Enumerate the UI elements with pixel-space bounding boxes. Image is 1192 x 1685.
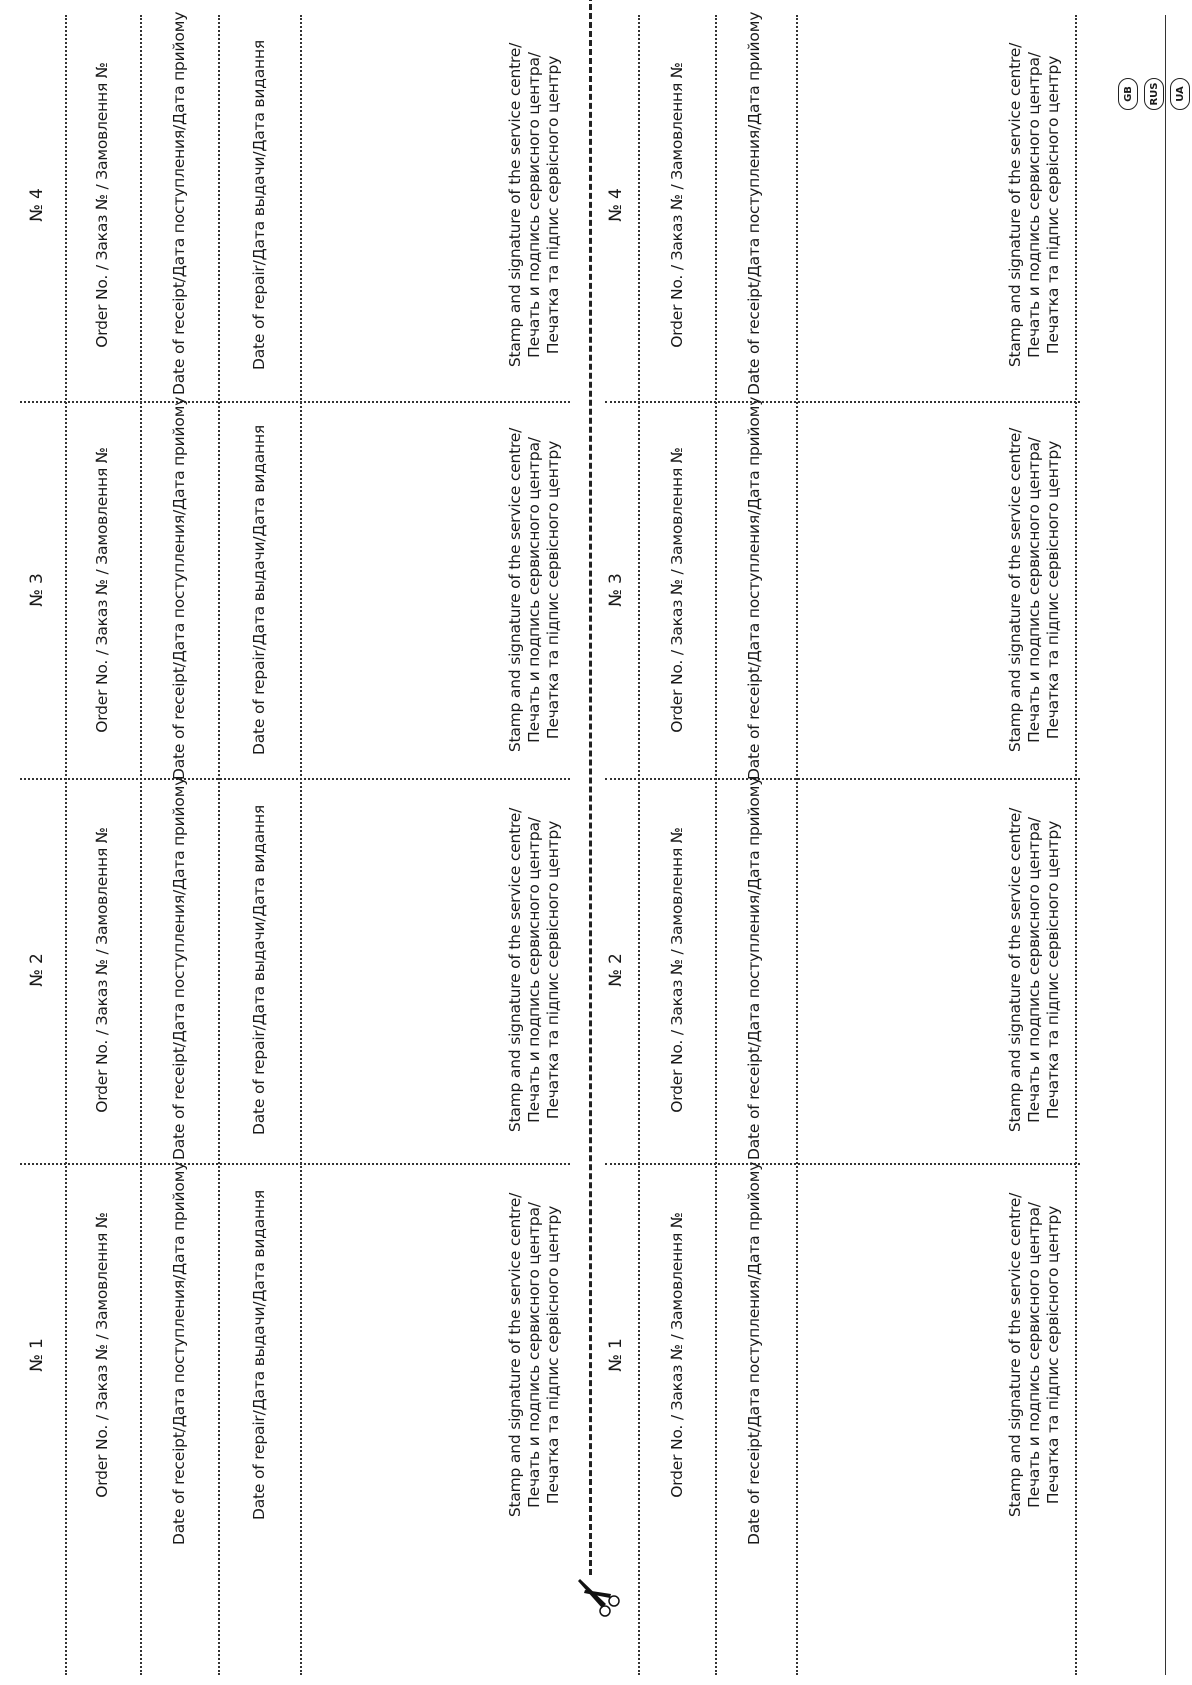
stamp-line: Печать и подпись сервисного центра/ <box>1025 437 1043 743</box>
stamp-line: Stamp and signature of the service centre/ <box>506 427 524 753</box>
stamp-line: Печатка та підпис сервісного центру <box>544 440 562 740</box>
order-number-label: Order No. / Заказ № / Замовлення № <box>93 447 111 733</box>
page-edge <box>1165 15 1166 1675</box>
coupon-number: № 1 <box>27 1338 47 1372</box>
stub-number: № 1 <box>606 1338 626 1372</box>
stamp-line: Печатка та підпис сервісного центру <box>1044 820 1062 1120</box>
stub-number: № 4 <box>606 188 626 222</box>
stamp-line: Stamp and signature of the service centre/ <box>506 42 524 368</box>
order-number-label: Order No. / Заказ № / Замовлення № <box>93 827 111 1113</box>
stamp-line: Печать и подпись сервисного центра/ <box>1025 817 1043 1123</box>
stamp-line: Печатка та підпис сервісного центру <box>1044 440 1062 740</box>
stamp-line: Печатка та підпис сервісного центру <box>1044 1205 1062 1505</box>
stamp-line: Stamp and signature of the service centre/ <box>1006 427 1024 753</box>
stamp-line: Stamp and signature of the service centre/ <box>1006 1192 1024 1518</box>
column-separator <box>638 15 640 1675</box>
language-badge-rus: RUS <box>1144 78 1164 110</box>
stamp-signature-label <box>506 780 563 1160</box>
receipt-date-label: Date of receipt/Дата поступления/Дата прийому <box>745 776 763 1160</box>
column-separator <box>1075 15 1077 1675</box>
stamp-line: Печатка та підпис сервісного центру <box>544 820 562 1120</box>
receipt-date-label: Date of receipt/Дата поступления/Дата прийому <box>745 1161 763 1545</box>
stamp-line: Печать и подпись сервисного центра/ <box>1025 1202 1043 1508</box>
stamp-line: Печатка та підпис сервісного центру <box>1044 55 1062 355</box>
stamp-line: Печать и подпись сервисного центра/ <box>525 437 543 743</box>
receipt-date-label: Date of receipt/Дата поступления/Дата прийому <box>170 396 188 780</box>
order-number-label: Order No. / Заказ № / Замовлення № <box>668 827 686 1113</box>
column-separator <box>65 15 67 1675</box>
receipt-date-label: Date of receipt/Дата поступления/Дата прийому <box>745 396 763 780</box>
stamp-line: Печать и подпись сервисного центра/ <box>525 817 543 1123</box>
stamp-line: Печатка та підпис сервісного центру <box>544 55 562 355</box>
stamp-line: Печать и подпись сервисного центра/ <box>525 52 543 358</box>
language-badge-gb: GB <box>1118 78 1138 110</box>
stamp-line: Stamp and signature of the service centre/ <box>1006 42 1024 368</box>
receipt-date-label: Date of receipt/Дата поступления/Дата прийому <box>170 11 188 395</box>
stamp-line: Stamp and signature of the service centre/ <box>506 807 524 1133</box>
language-badge-ua: UA <box>1170 78 1190 110</box>
receipt-date-label: Date of receipt/Дата поступления/Дата прийому <box>170 776 188 1160</box>
stamp-line: Печать и подпись сервисного центра/ <box>1025 52 1043 358</box>
column-separator <box>715 15 717 1675</box>
coupon-number: № 2 <box>27 953 47 987</box>
repair-date-label: Date of repair/Дата выдачи/Дата видання <box>250 424 268 756</box>
language-badges <box>1118 78 1190 110</box>
block-separator <box>20 778 570 780</box>
stamp-line: Печатка та підпис сервісного центру <box>544 1205 562 1505</box>
stub-number: № 3 <box>606 573 626 607</box>
column-separator <box>218 15 220 1675</box>
column-separator <box>300 15 302 1675</box>
repair-date-label: Date of repair/Дата выдачи/Дата видання <box>250 1189 268 1521</box>
stamp-line: Печать и подпись сервисного центра/ <box>525 1202 543 1508</box>
stamp-signature-label <box>1006 15 1063 395</box>
column-separator <box>140 15 142 1675</box>
repair-date-label: Date of repair/Дата выдачи/Дата видання <box>250 39 268 371</box>
stamp-signature-label <box>506 1165 563 1545</box>
coupon-number: № 3 <box>27 573 47 607</box>
receipt-date-label: Date of receipt/Дата поступления/Дата прийому <box>745 11 763 395</box>
stub-number: № 2 <box>606 953 626 987</box>
order-number-label: Order No. / Заказ № / Замовлення № <box>668 62 686 348</box>
order-number-label: Order No. / Заказ № / Замовлення № <box>93 1212 111 1498</box>
repair-date-label: Date of repair/Дата выдачи/Дата видання <box>250 804 268 1136</box>
stamp-signature-label <box>506 15 563 395</box>
column-separator <box>796 15 798 1675</box>
stamp-signature-label <box>506 400 563 780</box>
stamp-signature-label <box>1006 780 1063 1160</box>
stamp-signature-label <box>1006 1165 1063 1545</box>
stamp-line: Stamp and signature of the service centre/ <box>506 1192 524 1518</box>
block-separator <box>20 1163 570 1165</box>
cut-line <box>589 0 592 1575</box>
order-number-label: Order No. / Заказ № / Замовлення № <box>93 62 111 348</box>
stamp-signature-label <box>1006 400 1063 780</box>
coupon-number: № 4 <box>27 188 47 222</box>
receipt-date-label: Date of receipt/Дата поступления/Дата прийому <box>170 1161 188 1545</box>
order-number-label: Order No. / Заказ № / Замовлення № <box>668 447 686 733</box>
block-separator <box>20 401 570 403</box>
stamp-line: Stamp and signature of the service centre/ <box>1006 807 1024 1133</box>
scissors-icon <box>570 1573 620 1623</box>
order-number-label: Order No. / Заказ № / Замовлення № <box>668 1212 686 1498</box>
